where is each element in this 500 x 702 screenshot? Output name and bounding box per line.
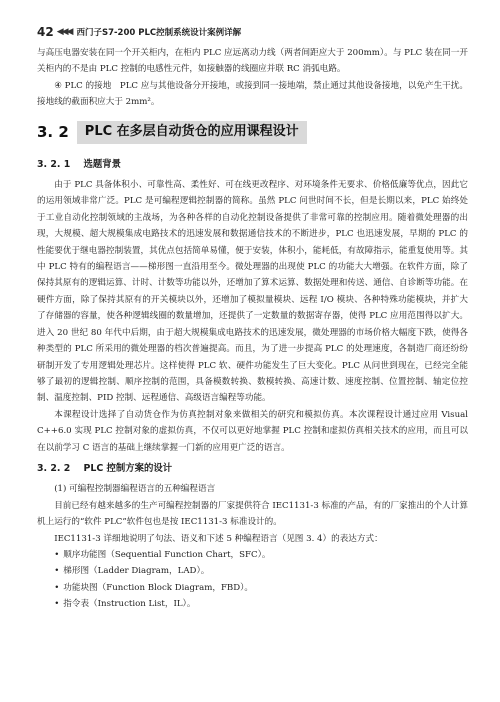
page-number: 42 (37, 25, 54, 39)
subsection-heading (37, 157, 468, 173)
list-item: • 顺序功能图（Sequential Function Chart，SFC）。 (37, 547, 468, 563)
language-list (37, 547, 468, 613)
body-paragraph: IEC1131-3 详细地说明了句法、语义和下述 5 种编程语言（见图 3. 4）的表达方式： (54, 533, 383, 544)
triple-arrow-icon: ◀◀◀ (56, 27, 72, 37)
section-title: PLC 在多层自动货仓的应用课程设计 (77, 121, 307, 143)
subsection-number: 3. 2. 1 (37, 158, 71, 170)
body-paragraph: 目前已经有越来越多的生产可编程控制器的厂家提供符合 IEC1131-3 标准的产品，有的厂家推出的个人计算机上运行的“软件 PLC”软件包也是按 IEC1131-3 标准设计的。 (37, 500, 468, 528)
list-item-heading: (1) 可编程控制器编程语言的五种编程语言 (54, 484, 216, 495)
intro-paragraph: 与高压电器安装在同一个开关柜内，在柜内 PLC 应远离动力线（两者间距应大于 200mm）。与 PLC 装在同一开关柜内的不是由 PLC 控制的电感性元件，如接触器的线圈应并联 RC 消弧电路。 (37, 48, 468, 75)
body-paragraph: 由于 PLC 具备体积小、可靠性高、柔性好、可在线更改程序、对环境条件无要求、价格低廉等优点，因此它的运用领域非常广泛。PLC 是可编程逻辑控制器的简称。虽然 PLC 问世时间不长，但是长期以来，PLC 始终处于工业自动化控制领域的主战场，为各种各样的自动化控制设备提供了非常可靠的控制应用。随着微处理器的出现，大规模、超大规模集成电路技术的迅速发展和数据通信技术的不断进步，PLC 也迅速发展，早期的 PLC 的性能要优于继电器控制装置，其优点包括简单易懂，便于安装，体积小，能耗低，有故障指示，能重复使用等。其中 PLC 特有的编程语言——梯形图一直沿用至今。微处理器的出现使 PLC 的功能大大增强。在软件方面，除了保持其原有的逻辑运算、计时、计数等功能以外，还增加了算术运算、数据处理和传送、通信、自诊断等功能。在硬件方面，除了保持其原有的开关模块以外，还增加了模拟量模块、远程 I/O 模块、各种特殊功能模块，并扩大了存储器的容量，使各种逻辑线圈的数量增加，还提供了一定数量的数据寄存器，使得 PLC 应用范围得以扩大。进入 20 世纪 80 年代中后期，由于超大规模集成电路技术的迅速发展，微处理器的市场价格大幅度下跌，使得各种类型的 PLC 所采用的微处理器的档次普遍提高。而且，为了进一步提高 PLC 的处理速度，各制造厂商还纷纷研制开发了专用逻辑处理芯片。这样使得 PLC 软、硬件功能发生了巨大变化。PLC 从问世到现在，已经完全能够了最初的逻辑控制、顺序控制的范围，具备模数转换、数模转换、高速计数、速度控制、位置控制、轴定位控制、温度控制、PID 控制、远程通信、高级语言编程等功能。 (37, 180, 468, 404)
subsection-title: 选题背景 (83, 158, 122, 170)
section-number: 3. 2 (37, 123, 69, 142)
subsection-number: 3. 2. 2 (37, 462, 71, 474)
subsection-title: PLC 控制方案的设计 (83, 462, 173, 474)
subsection-heading (37, 461, 468, 477)
page-body (37, 45, 468, 613)
list-item: • 功能块图（Function Block Diagram，FBD）。 (37, 580, 468, 596)
list-item: • 指令表（Instruction List，IL）。 (37, 596, 468, 612)
page-header (37, 25, 470, 39)
list-item: • 梯形图（Ladder Diagram，LAD）。 (37, 563, 468, 579)
section-heading (37, 121, 468, 145)
book-title: 西门子S7-200 PLC控制系统设计案例详解 (76, 28, 242, 38)
body-paragraph: 本课程设计选择了自动货仓作为仿真控制对象来做相关的研究和模拟仿真。本次课程设计通过应用 Visual C++6.0 实现 PLC 控制对象的虚拟仿真，不仅可以更好地掌握 PLC 控制和虚拟仿真相关技术的应用，而且可以在以前学习 C 语言的基础上继续掌握一门新的应用更广泛的语言。 (37, 409, 468, 453)
grounding-paragraph: ④ PLC 的接地 PLC 应与其他设备分开接地，或接到同一接地端，禁止通过其他设备接地，以免产生干扰。接地线的截面积应大于 2mm²。 (37, 80, 468, 108)
